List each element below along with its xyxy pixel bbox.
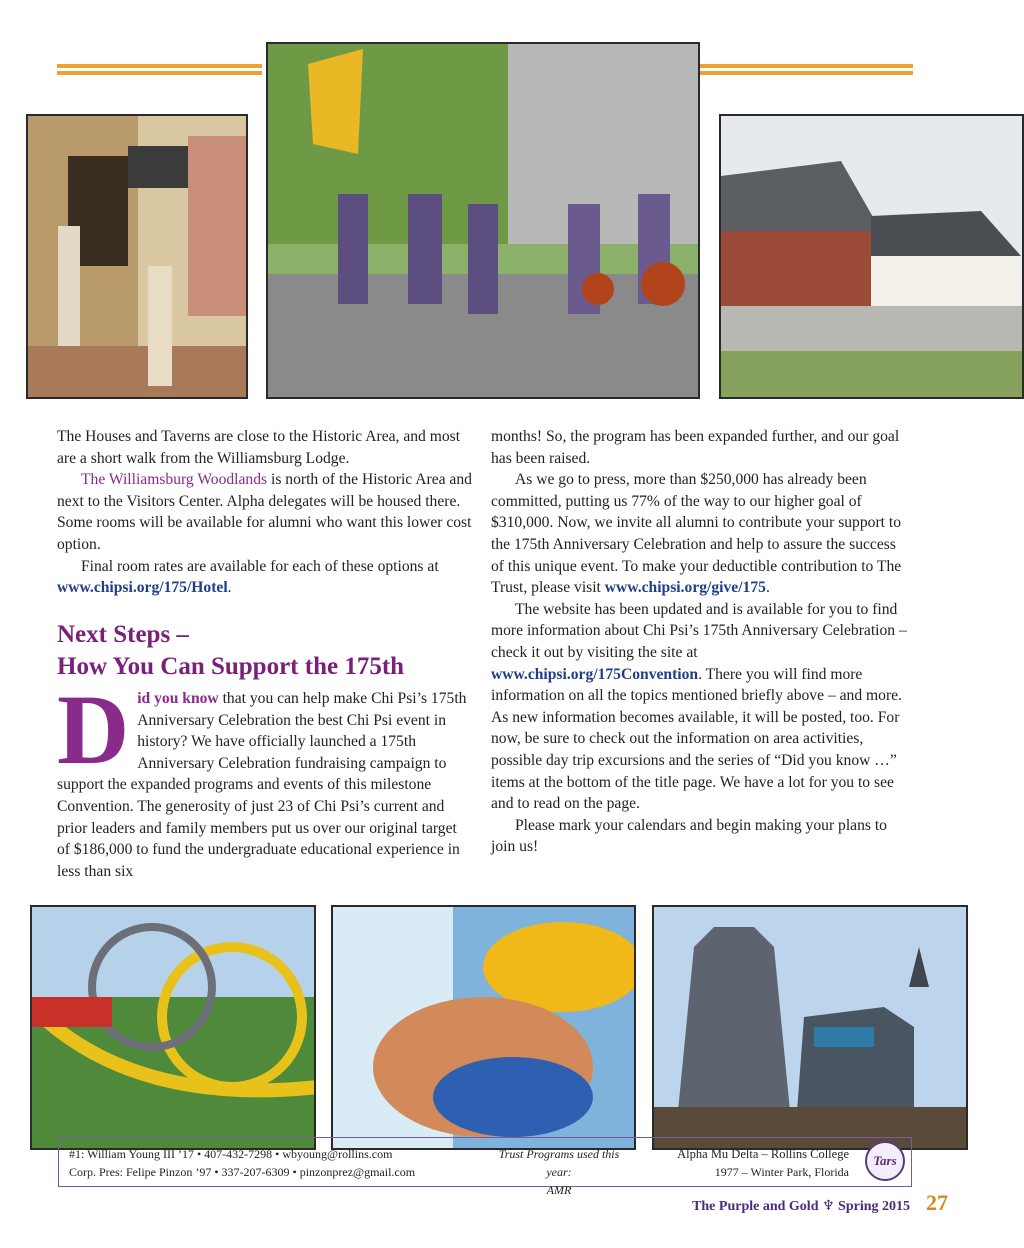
- hotel-link[interactable]: www.chipsi.org/175/Hotel: [57, 579, 228, 597]
- chapter-name: [649, 1145, 849, 1181]
- photo-water-ride: [331, 905, 636, 1150]
- photo-fife-and-drum: [266, 42, 700, 399]
- chapter-info-box: [58, 1137, 912, 1197]
- paragraph-fundraising-progress: As we go to press, more than $250,000 has already been committed, putting us 77% of the way to our higher goal of $310,000. Now, we invite all alumni to contribute your support to the 175th Anniversary Celebration and help to assure the success of this unique event. To make your deductible contribution to The Trust, please visit www.chipsi.org/give/175.: [491, 471, 902, 597]
- chapter-name-line-2: 1977 – Winter Park, Florida: [714, 1165, 849, 1179]
- roller-coaster-illustration: [32, 907, 316, 1150]
- woodlands-link[interactable]: The Williamsburg Woodlands: [81, 471, 268, 489]
- running-footer: The Purple and Gold ♆ Spring 2015: [692, 1199, 910, 1214]
- paragraph-houses-taverns: The Houses and Taverns are close to the Historic Area, and most are a short walk from the Williamsburg Lodge.: [57, 428, 461, 467]
- trust-programs-value: AMR: [546, 1183, 572, 1197]
- chapter-name-line-1: Alpha Mu Delta – Rollins College: [677, 1147, 849, 1161]
- trust-programs: [489, 1145, 629, 1199]
- contact-line-2: Corp. Pres: Felipe Pinzon ’97 • 337-207-6309 • pinzonprez@gmail.com: [69, 1165, 416, 1179]
- contact-line-1: #1: William Young III ’17 • 407-432-7298 • wbyoung@rollins.com: [69, 1147, 393, 1161]
- rollins-tars-logo: Tars: [865, 1141, 905, 1181]
- brick-houses-illustration: [721, 116, 1024, 399]
- heading-line-2: How You Can Support the 175th: [57, 653, 405, 680]
- paragraph-mark-calendars: Please mark your calendars and begin making your plans to join us!: [491, 816, 887, 856]
- water-ride-illustration: [333, 907, 636, 1150]
- convention-link[interactable]: www.chipsi.org/175Convention: [491, 665, 699, 683]
- photo-brick-houses: [719, 114, 1024, 399]
- chapter-contacts: [69, 1145, 415, 1181]
- castle-illustration: [654, 907, 968, 1150]
- orange-rule-left: [57, 64, 262, 75]
- photo-castle: [652, 905, 968, 1150]
- paragraph-program-expanded: months! So, the program has been expanded further, and our goal has been raised.: [491, 428, 900, 467]
- photo-jeweller-shop: [26, 114, 248, 399]
- photo-roller-coaster: [30, 905, 316, 1150]
- give-link[interactable]: www.chipsi.org/give/175: [604, 579, 766, 597]
- paragraph-woodlands: The Williamsburg Woodlands is north of the Historic Area and next to the Visitors Center. Alpha delegates will be housed there. Some rooms will be available for alumni who want this lower cost option.: [57, 471, 472, 553]
- column-left: [57, 426, 475, 599]
- paragraph-room-rates: Final room rates are available for each of these options at www.chipsi.org/175/Hotel.: [57, 557, 439, 597]
- column-right: [491, 426, 909, 858]
- page-number: 27: [926, 1190, 948, 1215]
- trust-programs-label: Trust Programs used this year:: [498, 1147, 620, 1179]
- did-you-know-paragraph: Did you know that you can help make Chi Psi’s 175th Anniversary Celebration the best Chi Psi event in history? We have officially launched a 175th Anniversary Celebration fundraising campaign to support the expanded programs and events of this milestone Convention. The generosity of just 23 of Chi Psi’s current and prior leaders and family members put us over our original target of $186,000 to fund the undergraduate educational experience in less than six: [57, 674, 467, 880]
- paragraph-website-updated: The website has been updated and is available for you to find more information about Chi Psi’s 175th Anniversary Celebration – check it out by visiting the site at www.chipsi.org/175Convention. There you will find more information on all the topics mentioned briefly above – and more. As new information becomes available, it will be posted, too. For now, be sure to check out the information on area activities, possible day trip excursions and the series of “Did you know …” items at the bottom of the title page. We have a lot for you to see and to read on the page.: [491, 600, 907, 813]
- did-you-know-lead: id you know: [137, 690, 219, 707]
- fife-and-drum-illustration: [268, 44, 700, 399]
- heading-line-1: Next Steps –: [57, 621, 189, 648]
- drop-cap: D: [57, 674, 130, 785]
- jeweller-shop-illustration: [28, 116, 248, 399]
